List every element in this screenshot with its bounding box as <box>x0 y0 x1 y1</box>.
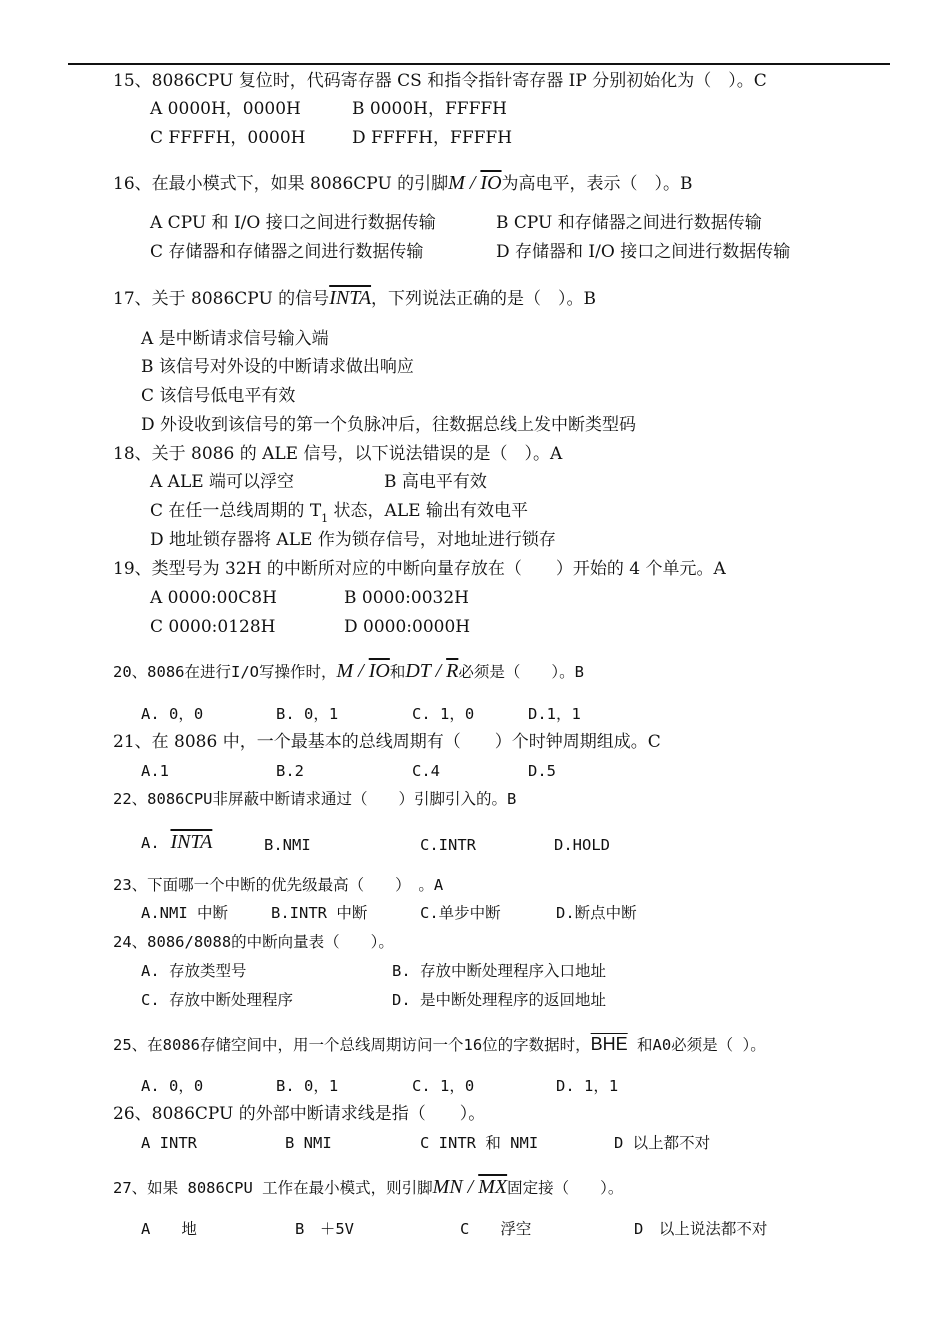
t1-subscript: 1 <box>321 512 329 525</box>
signal-io-overbar: $\overline{IO}$ <box>368 660 390 682</box>
q16-option-b: B CPU 和存储器之间进行数据传输 <box>496 213 762 233</box>
q16-option-d: D 存储器和 I/O 接口之间进行数据传输 <box>496 242 791 262</box>
q22-option-d: D.HOLD <box>554 836 610 854</box>
q27-option-b: B ＋5V <box>295 1220 354 1238</box>
q20-option-b: B. 0，1 <box>276 705 339 723</box>
signal-mn: MN <box>432 1176 463 1198</box>
q17-stem-pre: 17、关于 8086CPU 的信号 <box>113 289 330 309</box>
header-rule <box>68 63 890 65</box>
q20-option-d: D.1，1 <box>528 705 581 723</box>
q16-option-c: C 存储器和存储器之间进行数据传输 <box>150 242 424 262</box>
q26-option-b: B NMI <box>285 1134 332 1152</box>
q19-option-a: A 0000:00C8H <box>150 588 277 608</box>
q27-option-c: C 浮空 <box>460 1220 532 1238</box>
q16-stem-pre: 16、在最小模式下，如果 8086CPU 的引脚 <box>113 174 449 194</box>
signal-mx-overbar: $\overline{MX}$ <box>478 1176 508 1198</box>
signal-slash: / <box>464 172 481 194</box>
q21-option-d: D.5 <box>528 762 556 780</box>
question-16-stem <box>113 172 693 195</box>
question-15-stem: 15、8086CPU 复位时，代码寄存器 CS 和指令指针寄存器 IP 分别初始化为（ ）。C <box>113 71 767 91</box>
q27-option-a: A 地 <box>141 1220 197 1238</box>
q21-option-b: B.2 <box>276 762 304 780</box>
question-18-stem: 18、关于 8086 的 ALE 信号，以下说法错误的是（ ）。A <box>113 444 563 464</box>
question-25-stem <box>113 1033 766 1056</box>
q27-stem-post: 固定接（ ）。 <box>507 1179 624 1197</box>
q15-option-d: D FFFFH，FFFFH <box>352 128 513 148</box>
signal-inta-overbar: INTA <box>329 287 372 309</box>
question-19-stem: 19、类型号为 32H 的中断所对应的中断向量存放在（ ）开始的 4 个单元。A <box>113 559 726 579</box>
q26-option-c: C INTR 和 NMI <box>420 1134 539 1152</box>
q25-option-b: B. 0，1 <box>276 1077 339 1095</box>
q18-option-c <box>150 500 528 524</box>
q22-option-a-label: A. <box>141 834 160 852</box>
signal-io-overbar: $\overline{IO}$ <box>480 172 502 194</box>
signal-slash: / <box>353 660 369 682</box>
q21-option-a: A.1 <box>141 762 169 780</box>
question-24-stem: 24、8086/8088的中断向量表（ ）。 <box>113 933 394 951</box>
q18-option-c-post: 状态，ALE 输出有效电平 <box>328 501 528 521</box>
q22-option-a <box>141 831 212 854</box>
q22-option-b: B.NMI <box>264 836 311 854</box>
question-21-stem: 21、在 8086 中，一个最基本的总线周期有（ ）个时钟周期组成。C <box>113 732 661 752</box>
question-22-stem: 22、8086CPU非屏蔽中断请求通过（ ）引脚引入的。B <box>113 790 517 808</box>
signal-slash: / <box>430 660 447 682</box>
q21-option-c: C.4 <box>412 762 440 780</box>
q19-option-b: B 0000:0032H <box>344 588 469 608</box>
q24-option-c: C. 存放中断处理程序 <box>141 991 293 1009</box>
q24-option-d: D. 是中断处理程序的返回地址 <box>392 991 606 1009</box>
q18-option-d: D 地址锁存器将 ALE 作为锁存信号，对地址进行锁存 <box>150 530 556 550</box>
q20-option-a: A. 0，0 <box>141 705 204 723</box>
question-23-stem: 23、下面哪一个中断的优先级最高（ ） 。A <box>113 876 444 894</box>
signal-m: M <box>448 172 465 194</box>
q26-option-a: A INTR <box>141 1134 197 1152</box>
signal-dt: DT <box>405 660 431 682</box>
q27-option-d: D 以上说法都不对 <box>634 1220 768 1238</box>
q25-option-a: A. 0，0 <box>141 1077 204 1095</box>
q25-option-c: C. 1，0 <box>412 1077 475 1095</box>
q20-and: 和 <box>389 663 406 681</box>
q24-option-b: B. 存放中断处理程序入口地址 <box>392 962 606 980</box>
q25-stem-post: 和A0必须是（ ）。 <box>627 1036 766 1054</box>
q20-stem-post: 必须是（ ）。B <box>458 663 584 681</box>
q15-option-b: B 0000H，FFFFH <box>352 99 507 119</box>
q23-option-c: C.单步中断 <box>420 904 501 922</box>
question-26-stem: 26、8086CPU 的外部中断请求线是指（ ）。 <box>113 1104 486 1124</box>
q17-option-a: A 是中断请求信号输入端 <box>141 329 329 349</box>
q17-option-d: D 外设收到该信号的第一个负脉冲后，往数据总线上发中断类型码 <box>141 415 637 435</box>
q20-stem-pre: 20、8086在进行I/O写操作时， <box>113 663 337 681</box>
q27-stem-pre: 27、如果 8086CPU 工作在最小模式，则引脚 <box>113 1179 433 1197</box>
signal-bhe-overbar: $\overline{BHE}$ <box>590 1034 628 1054</box>
q18-option-a: A ALE 端可以浮空 <box>150 472 295 492</box>
q17-stem-post: ，下列说法正确的是（ ）。B <box>371 289 597 309</box>
q15-option-c: C FFFFH，0000H <box>150 128 306 148</box>
q25-option-d: D. 1，1 <box>556 1077 619 1095</box>
q19-option-c: C 0000:0128H <box>150 617 276 637</box>
q17-option-c: C 该信号低电平有效 <box>141 386 296 406</box>
q22-option-c: C.INTR <box>420 836 476 854</box>
question-27-stem <box>113 1176 623 1199</box>
q18-option-b: B 高电平有效 <box>384 472 487 492</box>
q20-option-c: C. 1，0 <box>412 705 475 723</box>
q19-option-d: D 0000:0000H <box>344 617 471 637</box>
q17-option-b: B 该信号对外设的中断请求做出响应 <box>141 357 414 377</box>
signal-r-overbar: $\overline{R}$ <box>446 660 459 682</box>
q26-option-d: D 以上都不对 <box>614 1134 711 1152</box>
q23-option-d: D.断点中断 <box>556 904 637 922</box>
q24-option-a: A. 存放类型号 <box>141 962 247 980</box>
signal-slash: / <box>462 1176 479 1198</box>
signal-inta-overbar: INTA <box>170 831 213 853</box>
q25-stem-pre: 25、在8086存储空间中，用一个总线周期访问一个16位的字数据时， <box>113 1036 591 1054</box>
q18-option-c-pre: C 在任一总线周期的 T <box>150 501 322 521</box>
q23-option-b: B.INTR 中断 <box>271 904 368 922</box>
q23-option-a: A.NMI 中断 <box>141 904 228 922</box>
q16-stem-post: 为高电平，表示（ ）。B <box>501 174 693 194</box>
q16-option-a: A CPU 和 I/O 接口之间进行数据传输 <box>150 213 436 233</box>
question-20-stem <box>113 660 584 683</box>
question-17-stem <box>113 287 596 310</box>
signal-m: M <box>336 660 354 682</box>
q15-option-a: A 0000H，0000H <box>150 99 301 119</box>
